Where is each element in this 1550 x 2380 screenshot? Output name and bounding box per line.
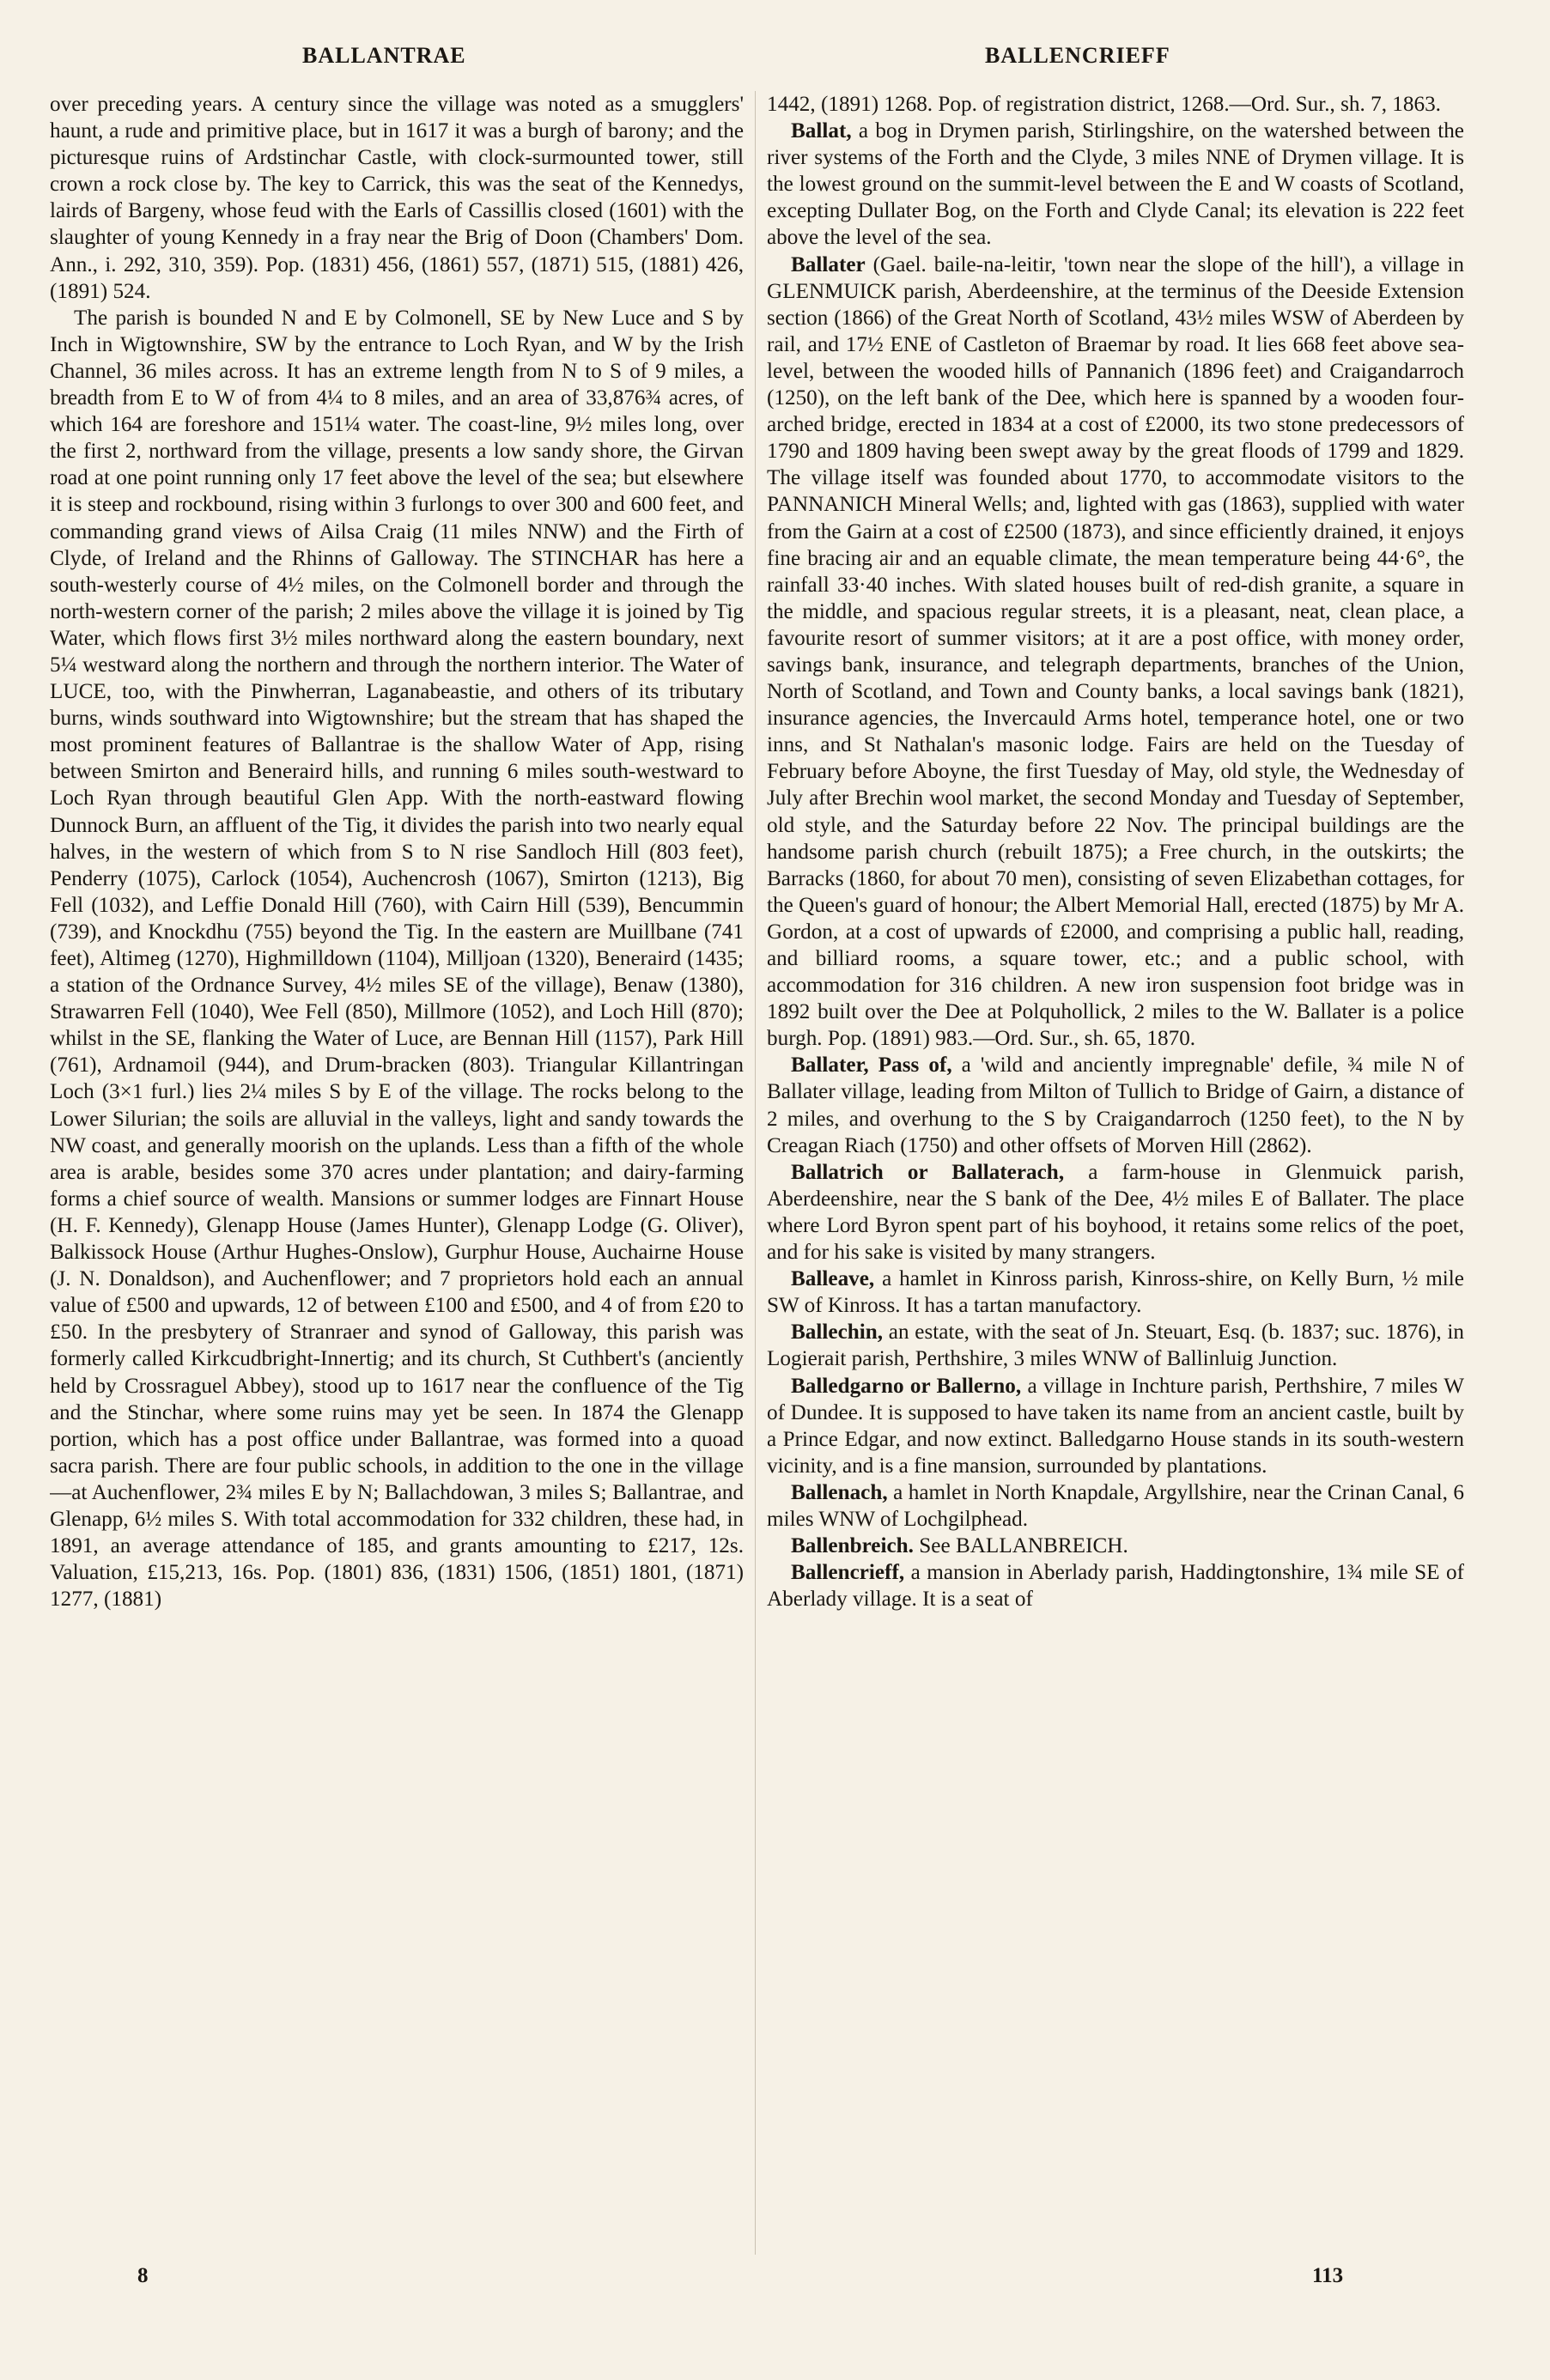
entry-text: a 'wild and anciently impregnable' defile, ¾ mile N of Ballater village, leading from Milton of Tullich to Bridge of Gairn, a distance of 2 miles, and overhung to the S by Craigandarroch (1250 feet), to the N by Creagan Riach (1750) and other offsets of Morven Hill (2862). [767,1053,1464,1157]
entry-text: a hamlet in North Knapdale, Argyllshire, near the Crinan Canal, 6 miles WNW of Lochgilphead. [767,1480,1464,1531]
gazetteer-entry [767,1266,1464,1319]
page-number-right: 113 [1312,2264,1344,2287]
entry-text: a hamlet in Kinross parish, Kinross-shire, on Kelly Burn, ½ mile SW of Kinross. It has a tartan manufactory. [767,1267,1464,1318]
entry-text: an estate, with the seat of Jn. Steuart, Esq. (b. 1837; suc. 1876), in Logierait parish, Perthshire, 3 miles WNW of Ballinluig Junction. [767,1321,1464,1371]
gazetteer-entry [767,1373,1464,1479]
entry-text: a bog in Drymen parish, Stirlingshire, on the watershed between the river systems of the Forth and the Clyde, 3 miles NNE of Drymen village. It is the lowest ground on the summit-level between the E and W coasts of Scotland, excepting Dullater Bog, on the Forth and Clyde Canal; its elevation is 222 feet above the level of the sea. [767,119,1464,250]
running-head-left: BALLANTRAE [302,43,466,68]
gazetteer-entry [767,1319,1464,1372]
gazetteer-entry [767,1559,1464,1612]
entry-text: a farm-house in Glenmuick parish, Aberdeenshire, near the S bank of the Dee, 4½ miles E of Ballater. The place where Lord Byron spent part of his boyhood, it retains some relics of the poet, and for his sake is visited by many strangers. [767,1160,1464,1265]
right-column [767,91,1464,2255]
gazetteer-entry [767,1533,1464,1559]
gazetteer-entry [767,118,1464,251]
entry-term: Ballater, Pass of, [791,1053,952,1078]
entry-text: See BALLANBREICH. [913,1534,1128,1558]
entry-term: Ballenach, [791,1480,888,1504]
entry-term: Ballechin, [791,1321,884,1345]
paragraph: 1442, (1891) 1268. Pop. of registration district, 1268.—Ord. Sur., sh. 7, 1863. [767,93,1441,116]
paragraph: over preceding years. A century since the village was noted as a smugglers' haunt, a rude and primitive place, but in 1617 it was a burgh of barony; and the picturesque ruins of Ardstinchar Castle, with clock-surmounted tower, still crown a rock close by. The key to Carrick, this was the seat of the Kennedys, lairds of Bargeny, whose feud with the Earls of Cassillis closed (1601) with the slaughter of young Kennedy in a fray near the Brig of Doon (Chambers' Dom. Ann., i. 292, 310, 359). Pop. (1831) 456, (1861) 557, (1871) 515, (1881) 426, (1891) 524. [50,93,744,303]
column-divider [755,91,756,2255]
paragraph: The parish is bounded N and E by Colmonell, SE by New Luce and S by Inch in Wigtownshire, SW by the entrance to Loch Ryan, and W by the Irish Channel, 36 miles across. It has an extreme length from N to S of 9 miles, a breadth from E to W of from 4¼ to 8 miles, and an area of 33,876¾ acres, of which 164 are foreshore and 151¼ water. The coast-line, 9½ miles long, over the first 2, northward from the village, presents a low sandy shore, the Girvan road at one point running only 17 feet above the level of the sea; but elsewhere it is steep and rockbound, rising within 3 furlongs to over 300 and 600 feet, and commanding grand views of Ailsa Craig (11 miles NNW) and the Firth of Clyde, of Ireland and the Rhinns of Galloway. The STINCHAR has here a south-westerly course of 4½ miles, on the Colmonell border and through the north-western corner of the parish; 2 miles above the village it is joined by Tig Water, which flows first 3½ miles northward along the eastern boundary, next 5¼ westward along the northern and through the northern interior. The Water of LUCE, too, with the Pinwherran, Laganabeastie, and others of its tributary burns, winds southward into Wigtownshire; but the stream that has shaped the most prominent features of Ballantrae is the shallow Water of App, rising between Smirton and Beneraird hills, and running 6 miles south-westward to Loch Ryan through beautiful Glen App. With the north-eastward flowing Dunnock Burn, an affluent of the Tig, it divides the parish into two nearly equal halves, in the western of which from S to N rise Sandloch Hill (803 feet), Penderry (1075), Carlock (1054), Auchencrosh (1067), Smirton (1213), Big Fell (1032), and Leffie Donald Hill (760), with Cairn Hill (539), Bencummin (739), and Knockdhu (755) beyond the Tig. In the eastern are Muillbane (741 feet), Altimeg (1270), Highmilldown (1104), Milljoan (1320), Beneraird (1435; a station of the Ordnance Survey, 4½ miles SE of the village), Benaw (1380), Strawarren Fell (1040), Wee Fell (850), Millmore (1052), and Loch Hill (870); whilst in the SE, flanking the Water of Luce, are Bennan Hill (1157), Park Hill (761), Ardnamoil (944), and Drum-bracken (803). Triangular Killantringan Loch (3×1 furl.) lies 2¼ miles S by E of the village. The rocks belong to the Lower Silurian; the soils are alluvial in the valleys, light and sandy towards the NW coast, and generally moorish on the uplands. Less than a fifth of the whole area is arable, besides some 370 acres under plantation; and dairy-farming forms a chief source of wealth. Mansions or summer lodges are Finnart House (H. F. Kennedy), Glenapp House (James Hunter), Glenapp Lodge (G. Oliver), Balkissock House (Arthur Hughes-Onslow), Gurphur House, Auchairne House (J. N. Donaldson), and Auchenflower; and 7 proprietors hold each an annual value of £500 and upwards, 12 of between £100 and £500, and 4 of from £20 to £50. In the presbytery of Stranraer and synod of Galloway, this parish was formerly called Kirkcudbright-Innertig; and its church, St Cuthbert's (anciently held by Crossraguel Abbey), stood up to 1617 near the confluence of the Tig and the Stinchar, where some ruins may yet be seen. In 1874 the Glenapp portion, which has a post office under Ballantrae, was formed into a quoad sacra parish. There are four public schools, in addition to the one in the village—at Auchenflower, 2¾ miles E by N; Ballachdowan, 3 miles S; Ballantrae, and Glenapp, 6½ miles S. With total accommodation for 332 children, these had, in 1891, an average attendance of 185, and grants amounting to £217, 12s. Valuation, £15,213, 16s. Pop. (1801) 836, (1831) 1506, (1851) 1801, (1871) 1277, (1881) [50,306,744,1612]
entry-term: Balledgarno or Ballerno, [791,1374,1022,1398]
entry-term: Ballencrieff, [791,1561,905,1585]
left-column [50,91,744,2255]
gazetteer-entry [767,1159,1464,1266]
entry-term: Ballatrich or Ballaterach, [791,1160,1065,1184]
running-head-right: BALLENCRIEFF [985,43,1170,68]
entry-text: a village in Inchture parish, Perthshire, 7 miles W of Dundee. It is supposed to have taken its name from an ancient castle, built by a Prince Edgar, and now extinct. Balledgarno House stands in its south-western vicinity, and is a fine mansion, surrounded by plantations. [767,1374,1464,1478]
page-number-left: 8 [137,2264,149,2287]
gazetteer-entry [767,1479,1464,1533]
entry-term: Ballenbreich. [791,1534,914,1558]
gazetteer-entry [767,1052,1464,1158]
gazetteer-entry [767,252,1464,1053]
entry-text: (Gael. baile-na-leitir, 'town near the slope of the hill'), a village in GLENMUICK parish, Aberdeenshire, at the terminus of the Deeside Extension section (1866) of the Great North of Scotland, 43½ miles WSW of Aberdeen by rail, and 17½ ENE of Castleton of Braemar by road. It lies 668 feet above sea-level, between the wooded hills of Pannanich (1896 feet) and Craigandarroch (1250), on the left bank of the Dee, which here is spanned by a wooden four-arched bridge, erected in 1834 at a cost of £2000, its two stone predecessors of 1790 and 1809 having been swept away by the great floods of 1799 and 1829. The village itself was founded about 1770, to accommodate visitors to the PANNANICH Mineral Wells; and, lighted with gas (1863), supplied with water from the Gairn at a cost of £2500 (1873), and since efficiently drained, it enjoys fine bracing air and an equable climate, the mean temperature being 44·6°, the rainfall 33·40 inches. With slated houses built of red-dish granite, a square in the middle, and spacious regular streets, it is a pleasant, neat, clean place, a favourite resort of summer visitors; at it are a post office, with money order, savings bank, insurance, and telegraph departments, branches of the Union, North of Scotland, and Town and County banks, a local savings bank (1821), insurance agencies, the Invercauld Arms hotel, temperance hotel, one or two inns, and St Nathalan's masonic lodge. Fairs are held on the Tuesday of February before Aboyne, the first Tuesday of May, old style, the Wednesday of July after Brechin wool market, the second Monday and Tuesday of September, old style, and the Saturday before 22 Nov. The principal buildings are the handsome parish church (rebuilt 1875); a Free church, in the outskirts; the Barracks (1860, for about 70 men), consisting of seven Elizabethan cottages, for the Queen's guard of honour; the Albert Memorial Hall, erected (1875) by Mr A. Gordon, at a cost of upwards of £2000, and comprising a public hall, reading, and billiard rooms, a square tower, etc.; and a public school, with accommodation for 316 children. A new iron suspension foot bridge was in 1892 built over the Dee at Polquhollick, 2 miles to the W. Ballater is a police burgh. Pop. (1891) 983.—Ord. Sur., sh. 65, 1870. [767,252,1464,1051]
entry-term: Balleave, [791,1267,875,1291]
entry-term: Ballat, [791,119,852,143]
entry-term: Ballater [791,252,866,276]
entry-text: a mansion in Aberlady parish, Haddingtonshire, 1¾ mile SE of Aberlady village. It is a seat of [767,1561,1464,1612]
